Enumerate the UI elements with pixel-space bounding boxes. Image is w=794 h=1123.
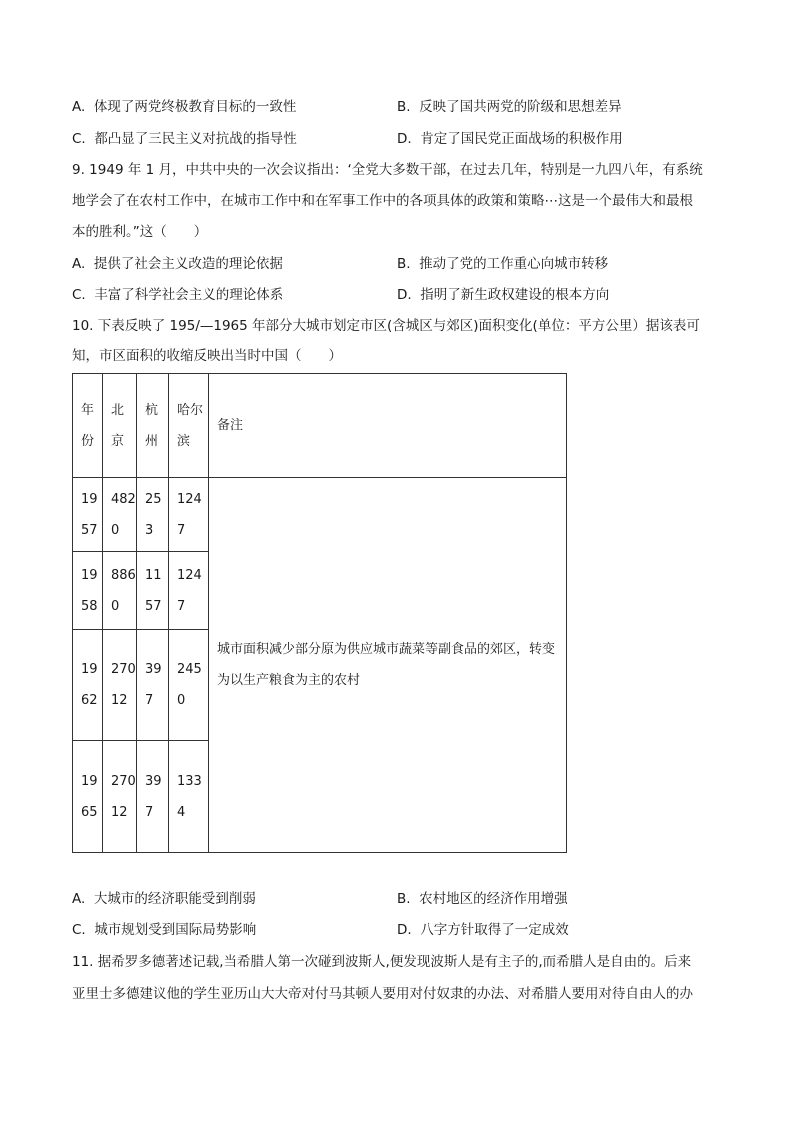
- cell-harbin: 2450: [169, 630, 209, 741]
- q9-stem-line-1: 9. 1949 年 1 月，中共中央的一次会议指出：‘全党大多数干部，在过去几年，特别是一九四八年，有系统: [72, 162, 703, 178]
- q8-option-c[interactable]: [72, 129, 297, 149]
- cell-harbin: 1334: [169, 741, 209, 853]
- option-label: D.: [397, 287, 412, 303]
- q9-stem-line-2: 地学会了在农村工作中，在城市工作中和在军事工作中的各项具体的政策和策略⋯这是一个最伟大和最根: [72, 193, 693, 209]
- q10-option-c[interactable]: [72, 920, 256, 940]
- cell-year: 1958: [73, 552, 103, 630]
- city-area-table: [72, 373, 567, 853]
- option-text: 指明了新生政权建设的根本方向: [420, 287, 610, 303]
- cell-beijing: 27012: [103, 741, 137, 853]
- q9-option-b[interactable]: [397, 254, 608, 274]
- table-header-row: [73, 374, 567, 478]
- header-year: 年份: [73, 374, 103, 478]
- option-label: A.: [72, 891, 86, 907]
- cell-note: 城市面积减少部分原为供应城市蔬菜等副食品的郊区，转变为以生产粮食为主的农村: [209, 478, 567, 853]
- option-text: 推动了党的工作重心向城市转移: [419, 256, 609, 272]
- cell-year: 1965: [73, 741, 103, 853]
- option-label: C.: [72, 131, 86, 147]
- cell-harbin: 1247: [169, 552, 209, 630]
- option-text: 农村地区的经济作用增强: [419, 891, 568, 907]
- header-beijing: 北京: [103, 374, 137, 478]
- cell-hangzhou: 253: [137, 478, 169, 552]
- option-label: A.: [72, 256, 86, 272]
- q11-stem-line-2: 亚里士多德建议他的学生亚历山大大帝对付马其顿人要用对付奴隶的办法、对希腊人要用对待自由人的办: [72, 986, 693, 1002]
- cell-year: 1962: [73, 630, 103, 741]
- option-label: C.: [72, 922, 86, 938]
- q9-option-c[interactable]: [72, 285, 283, 305]
- cell-hangzhou: 397: [137, 630, 169, 741]
- option-label: A.: [72, 99, 86, 115]
- q8-option-a[interactable]: [72, 97, 296, 117]
- q9-option-d[interactable]: [397, 285, 609, 305]
- option-text: 都凸显了三民主义对抗战的指导性: [94, 131, 297, 147]
- table-row: [73, 478, 567, 552]
- option-text: 反映了国共两党的阶级和思想差异: [419, 99, 622, 115]
- option-label: C.: [72, 287, 86, 303]
- cell-beijing: 4820: [103, 478, 137, 552]
- q8-option-d[interactable]: [397, 129, 623, 149]
- q9-stem-line-3: 本的胜利。”这（ ）: [72, 224, 208, 240]
- q10-option-a[interactable]: [72, 889, 256, 909]
- option-text: 肯定了国民党正面战场的积极作用: [420, 131, 623, 147]
- cell-beijing: 8860: [103, 552, 137, 630]
- option-label: D.: [397, 922, 412, 938]
- cell-beijing: 27012: [103, 630, 137, 741]
- option-text: 城市规划受到国际局势影响: [94, 922, 257, 938]
- cell-harbin: 1247: [169, 478, 209, 552]
- header-note: 备注: [209, 374, 567, 478]
- header-hangzhou: 杭州: [137, 374, 169, 478]
- q10-stem-line-1: 10. 下表反映了 195/—1965 年部分大城市划定市区(含城区与郊区)面积变化(单位：平方公里）据该表可: [72, 318, 700, 334]
- q9-option-a[interactable]: [72, 254, 283, 274]
- option-label: B.: [397, 256, 411, 272]
- q10-option-d[interactable]: [397, 920, 569, 940]
- option-label: B.: [397, 99, 411, 115]
- cell-hangzhou: 397: [137, 741, 169, 853]
- option-text: 体现了两党终极教育目标的一致性: [93, 99, 297, 115]
- option-text: 八字方针取得了一定成效: [420, 922, 569, 938]
- q10-option-b[interactable]: [397, 889, 568, 909]
- option-text: 丰富了科学社会主义的理论体系: [94, 287, 284, 303]
- option-text: 大城市的经济职能受到削弱: [93, 891, 256, 907]
- q10-stem-line-2: 知，市区面积的收缩反映出当时中国（ ）: [72, 348, 342, 364]
- cell-hangzhou: 1157: [137, 552, 169, 630]
- header-harbin: 哈尔滨: [169, 374, 209, 478]
- cell-year: 1957: [73, 478, 103, 552]
- option-text: 提供了社会主义改造的理论依据: [93, 256, 283, 272]
- q8-option-b[interactable]: [397, 97, 622, 117]
- q11-stem-line-1: 11. 据希罗多德著述记载,当希腊人第一次碰到波斯人,便发现波斯人是有主子的,而希腊人是自由的。后来: [72, 954, 692, 970]
- option-label: B.: [397, 891, 411, 907]
- option-label: D.: [397, 131, 412, 147]
